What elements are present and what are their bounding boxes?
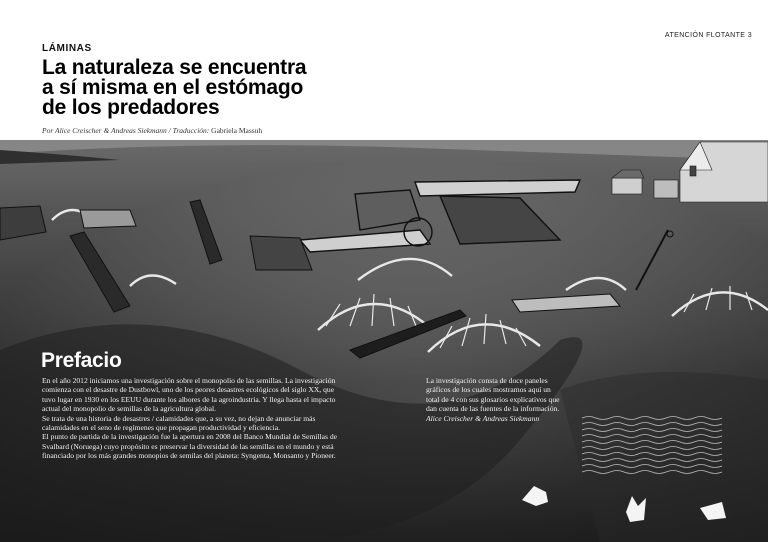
article-title	[42, 58, 362, 118]
side-note-signature: Alice Creischer & Andreas Siekmann	[426, 413, 540, 423]
body-paragraph: En el año 2012 iniciamos una investigación sobre el monopolio de las semillas. La investigación comienza con el desastre de Dustbowl, uno de los peores desastres ecológicos del siglo XX, que tuvo lugar en 1930 en los EEUU durante los albores de la agroindustria. Y llega hasta el impacto actual del monopolio de semillas de la agricultura global.	[42, 376, 336, 414]
side-note-text: La investigación consta de doce paneles gráficos de los cuales mostramos aquí un total de 4 con sus glosarios explicativos que dan cuenta de las fuentes de la información.	[426, 376, 560, 414]
body-paragraph: Se trata de una historia de desastres / calamidades que, a su vez, no dejan de anunciar más calamidades en el seno de regímenes que propagan productividad y eficiencia.	[42, 413, 316, 433]
title-line: de los predadores	[42, 96, 220, 119]
dustbowl-photo	[0, 140, 768, 542]
section-label: LÁMINAS	[42, 43, 92, 54]
byline-translator: Gabriela Massuh	[211, 126, 263, 135]
title-line: a sí misma en el estómago	[42, 76, 304, 99]
byline	[42, 126, 262, 135]
prefacio-heading: Prefacio	[41, 349, 122, 372]
running-header: ATENCIÓN FLOTANTE 3	[664, 32, 752, 39]
byline-authors: Por Alice Creischer & Andreas Siekmann / Traducción:	[42, 126, 210, 135]
body-paragraph: El punto de partida de la investigación fue la apertura en 2008 del Banco Mundial de Semillas de Svalbard (Noruega) cuyo propósito es preservar la diversidad de las semillas en el mundo y está financiado por los más grandes monopios de semilas del planeta: Syngenta, Monsanto y Pioneer.	[42, 432, 338, 461]
side-note	[426, 376, 561, 423]
prefacio-body	[42, 376, 342, 461]
title-line: La naturaleza se encuentra	[42, 56, 307, 79]
